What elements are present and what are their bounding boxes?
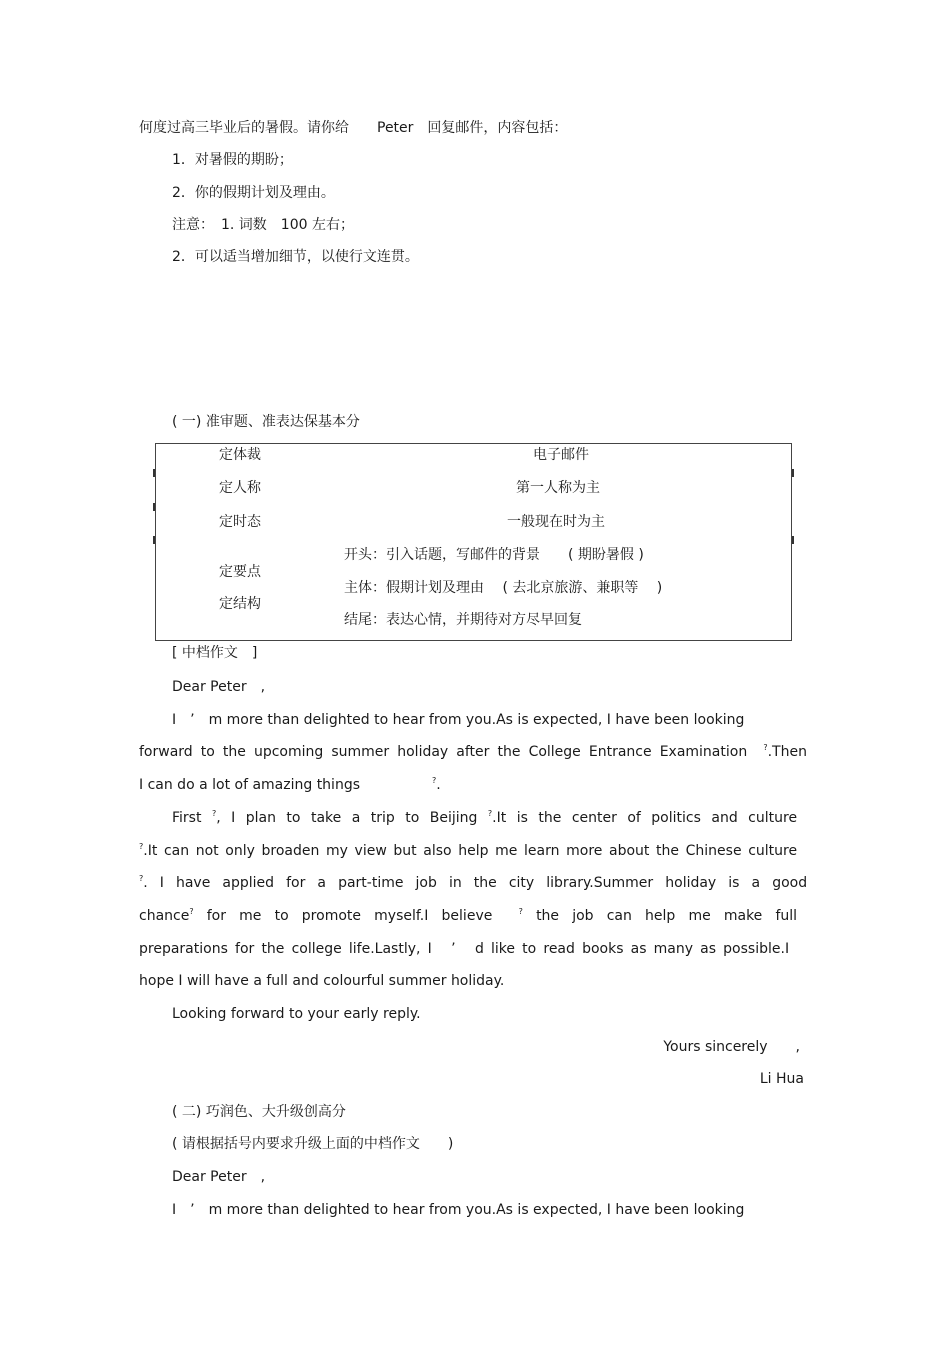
table-value-genre: 电子邮件: [533, 447, 589, 463]
table-structure-ending: 结尾：表达心情，并期待对方尽早回复: [344, 612, 582, 628]
essay2-salutation: Dear Peter ,: [172, 1169, 266, 1185]
table-tick: [792, 469, 794, 477]
table-value-tense: 一般现在时为主: [507, 514, 605, 530]
essay-line: ?.It can not only broaden my view but also help me learn more about the Chinese culture: [139, 842, 798, 859]
intro-note-2: 2．可以适当增加细节，以使行文连贯。: [172, 249, 419, 265]
essay2-line: I ’ m more than delighted to hear from you.As is expected, I have been looking: [172, 1202, 745, 1218]
section-heading-2: ( 二) 巧润色、大升级创高分: [172, 1104, 346, 1120]
table-structure-body: 主体：假期计划及理由 ( 去北京旅游、兼职等 ): [344, 580, 663, 596]
essay-line: I can do a lot of amazing things ?.: [139, 776, 441, 793]
essay-salutation: Dear Peter ,: [172, 679, 266, 695]
section-heading-1: ( 一) 准审题、准表达保基本分: [172, 414, 360, 430]
essay-closing: Looking forward to your early reply.: [172, 1006, 421, 1022]
essay-line: hope I will have a full and colourful summer holiday.: [139, 973, 505, 989]
table-label-genre: 定体裁: [219, 447, 261, 463]
essay-line: forward to the upcoming summer holiday after the College Entrance Examination ?.Then: [139, 743, 807, 760]
section-instruction: ( 请根据括号内要求升级上面的中档作文 ): [172, 1136, 454, 1152]
essay-line: First ?, I plan to take a trip to Beijing ?.It is the center of politics and culture: [172, 809, 798, 826]
table-label-structure: 定结构: [219, 596, 261, 612]
table-tick: [153, 469, 155, 477]
intro-item-2: 2．你的假期计划及理由。: [172, 185, 335, 201]
table-label-tense: 定时态: [219, 514, 261, 530]
table-label-person: 定人称: [219, 480, 261, 496]
essay-line: chance? for me to promote myself.I believe ? the job can help me make full: [139, 907, 798, 924]
essay-line: I ’ m more than delighted to hear from you.As is expected, I have been looking: [172, 712, 745, 728]
intro-note-1: 注意： 1. 词数 100 左右；: [172, 217, 354, 233]
intro-line: 何度过高三毕业后的暑假。请你给 Peter 回复邮件，内容包括：: [139, 120, 568, 136]
essay-signature: Li Hua: [759, 1071, 804, 1087]
table-tick: [792, 536, 794, 544]
table-value-person: 第一人称为主: [516, 480, 600, 496]
essay-line: preparations for the college life.Lastly, I ’ d like to read books as many as possible.I: [139, 941, 790, 957]
table-structure-opening: 开头：引入话题，写邮件的背景 ( 期盼暑假 ): [344, 547, 644, 563]
essay-signoff: Yours sincerely ,: [663, 1039, 800, 1055]
table-tick: [153, 536, 155, 544]
table-label-points: 定要点: [219, 564, 261, 580]
essay-tag: [ 中档作文 ]: [172, 645, 258, 661]
intro-item-1: 1．对暑假的期盼；: [172, 152, 293, 168]
table-tick: [153, 503, 155, 511]
essay-line: ?. I have applied for a part-time job in the city library.Summer holiday is a good: [139, 874, 808, 891]
